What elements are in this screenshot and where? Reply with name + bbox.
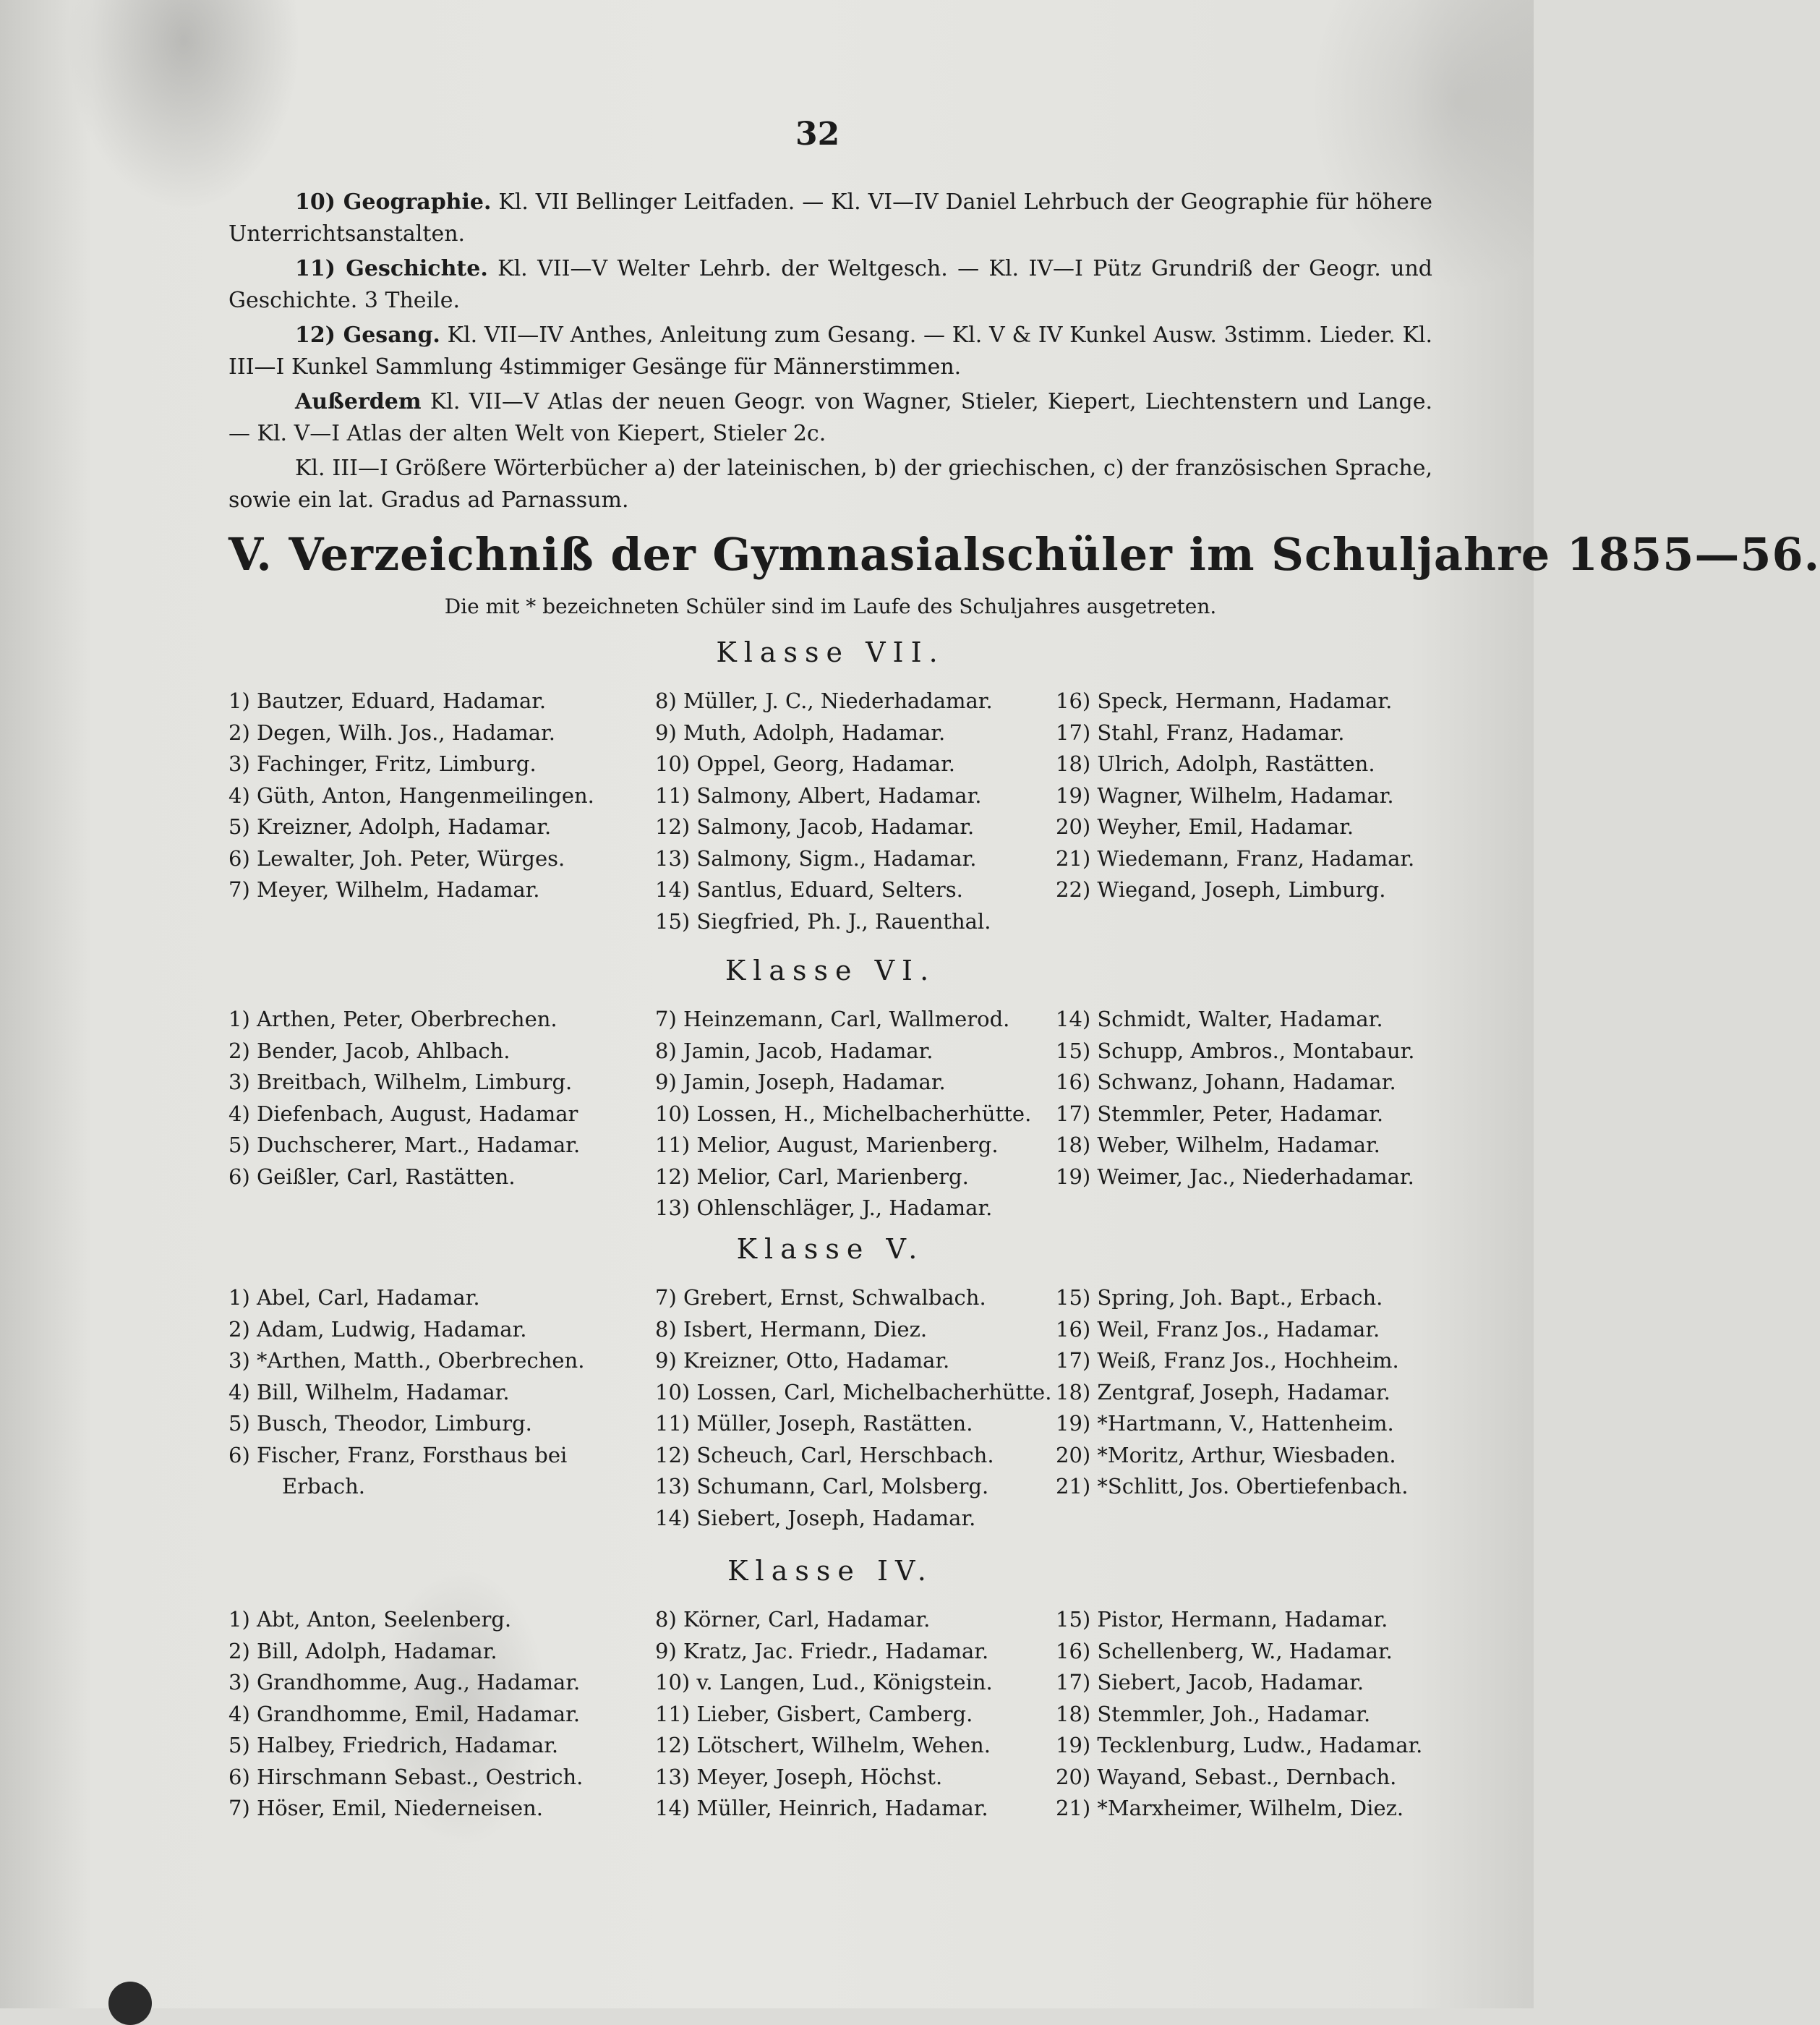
student-entry: 15) Schupp, Ambros., Montabaur. [1056,1038,1415,1063]
subject-text: Kl. VII—V Atlas der neuen Geogr. von Wagner, Stieler, Kiepert, Liechtenstern und Lange. — Kl. V—I Atlas der alten Welt von Kiepert, Stieler 2c. [228,389,1432,446]
student-entry: 12) Scheuch, Carl, Herschbach. [655,1442,994,1467]
student-entry: 7) Meyer, Wilhelm, Hadamar. [228,877,540,902]
student-entry: 19) Wagner, Wilhelm, Hadamar. [1056,783,1394,808]
student-entry: 9) Kreizner, Otto, Hadamar. [655,1348,950,1373]
student-entry: 16) Speck, Hermann, Hadamar. [1056,688,1393,713]
student-column [228,1282,584,1503]
student-entry: 13) Schumann, Carl, Molsberg. [655,1474,989,1498]
student-entry: 12) Lötschert, Wilhelm, Wehen. [655,1733,991,1757]
student-entry: 17) Weiß, Franz Jos., Hochheim. [1056,1348,1399,1373]
student-entry: 10) v. Langen, Lud., Königstein. [655,1670,993,1694]
subject-text: Kl. VII Bellinger Leitfaden. — Kl. VI—IV Daniel Lehrbuch der Geographie für höhere Unterrichtsanstalten. [228,189,1432,247]
student-entry: 2) Degen, Wilh. Jos., Hadamar. [228,720,555,745]
student-entry: 13) Ohlenschläger, J., Hadamar. [655,1195,993,1220]
student-entry: 8) Müller, J. C., Niederhadamar. [655,688,993,713]
student-entry: Erbach. [282,1474,366,1498]
student-entry: 14) Santlus, Eduard, Selters. [655,877,963,902]
student-entry: 6) Geißler, Carl, Rastätten. [228,1164,516,1189]
student-column [1056,1604,1422,1825]
student-entry: 3) Fachinger, Fritz, Limburg. [228,751,537,776]
student-entry: 6) Fischer, Franz, Forsthaus bei [228,1442,568,1467]
student-entry: 20) Wayand, Sebast., Dernbach. [1056,1764,1397,1789]
student-entry: 2) Bill, Adolph, Hadamar. [228,1638,497,1663]
student-entry: 19) *Hartmann, V., Hattenheim. [1056,1411,1394,1436]
student-entry: 5) Busch, Theodor, Limburg. [228,1411,532,1436]
student-entry: 17) Siebert, Jacob, Hadamar. [1056,1670,1364,1694]
student-entry: 10) Oppel, Georg, Hadamar. [655,751,955,776]
subject-additional [228,386,1432,450]
student-entry: 21) *Marxheimer, Wilhelm, Diez. [1056,1796,1404,1820]
subject-text: Kl. VII—IV Anthes, Anleitung zum Gesang. — Kl. V & IV Kunkel Ausw. 3stimm. Lieder. Kl. III—I Kunkel Sammlung 4stimmiger Gesänge für Männerstimmen. [228,323,1433,380]
student-column [655,686,993,937]
student-entry: 4) Diefenbach, August, Hadamar [228,1101,578,1126]
student-entry: 17) Stemmler, Peter, Hadamar. [1056,1101,1384,1126]
student-entry: 5) Duchscherer, Mart., Hadamar. [228,1133,581,1157]
subject-text: Kl. VII—V Welter Lehrb. der Weltgesch. — Kl. IV—I Pütz Grundriß der Geogr. und Geschichte. 3 Theile. [228,256,1432,313]
subject-geography [228,187,1432,250]
subject-heading: Außerdem [295,389,422,414]
student-entry: 2) Bender, Jacob, Ahlbach. [228,1038,510,1063]
student-entry: 17) Stahl, Franz, Hadamar. [1056,720,1345,745]
student-entry: 16) Weil, Franz Jos., Hadamar. [1056,1316,1380,1342]
student-entry: 13) Salmony, Sigm., Hadamar. [655,845,977,871]
student-entry: 1) Abt, Anton, Seelenberg. [228,1607,512,1632]
student-entry: 20) Weyher, Emil, Hadamar. [1056,814,1354,839]
student-entry: 1) Abel, Carl, Hadamar. [228,1285,480,1310]
student-entry: 3) *Arthen, Matth., Oberbrechen. [228,1348,585,1373]
student-entry: 5) Halbey, Friedrich, Hadamar. [228,1733,559,1757]
student-entry: 9) Kratz, Jac. Friedr., Hadamar. [655,1638,989,1663]
class-heading: Klasse VI. [725,955,936,986]
subject-heading: 12) Gesang. [295,323,440,348]
subject-history [228,253,1432,317]
subject-singing [228,320,1432,383]
student-entry: 15) Pistor, Hermann, Hadamar. [1056,1607,1388,1632]
student-entry: 8) Jamin, Jacob, Hadamar. [655,1038,934,1063]
student-column [655,1282,1051,1534]
student-column [655,1004,1031,1224]
subject-dictionaries [228,453,1432,516]
student-entry: 2) Adam, Ludwig, Hadamar. [228,1316,527,1342]
student-entry: 7) Heinzemann, Carl, Wallmerod. [655,1007,1010,1031]
student-entry: 21) Wiedemann, Franz, Hadamar. [1056,845,1415,871]
student-entry: 6) Lewalter, Joh. Peter, Würges. [228,845,565,871]
student-entry: 18) Zentgraf, Joseph, Hadamar. [1056,1379,1390,1404]
student-entry: 22) Wiegand, Joseph, Limburg. [1056,877,1386,902]
ink-blot [108,1982,152,2025]
student-entry: 5) Kreizner, Adolph, Hadamar. [228,814,552,839]
student-entry: 19) Weimer, Jac., Niederhadamar. [1056,1164,1414,1189]
student-entry: 4) Grandhomme, Emil, Hadamar. [228,1701,581,1726]
student-entry: 20) *Moritz, Arthur, Wiesbaden. [1056,1442,1396,1467]
student-entry: 18) Stemmler, Joh., Hadamar. [1056,1701,1371,1726]
student-entry: 1) Bautzer, Eduard, Hadamar. [228,688,547,713]
student-column [1056,686,1414,906]
student-entry: 14) Schmidt, Walter, Hadamar. [1056,1007,1383,1031]
student-entry: 11) Lieber, Gisbert, Camberg. [655,1701,973,1726]
student-entry: 14) Siebert, Joseph, Hadamar. [655,1505,976,1530]
textbook-list [228,187,1432,519]
section-note: Die mit * bezeichneten Schüler sind im Laufe des Schuljahres ausgetreten. [444,594,1217,618]
student-entry: 9) Muth, Adolph, Hadamar. [655,720,946,745]
page-number: 32 [795,116,840,153]
student-entry: 4) Güth, Anton, Hangenmeilingen. [228,783,594,808]
student-entry: 7) Höser, Emil, Niederneisen. [228,1796,543,1820]
student-column [228,686,594,906]
student-entry: 1) Arthen, Peter, Oberbrechen. [228,1007,557,1031]
student-column [1056,1282,1408,1503]
subject-text: Kl. III—I Größere Wörterbücher a) der lateinischen, b) der griechischen, c) der französischen Sprache, sowie ein lat. Gradus ad Parnassum. [228,456,1432,513]
student-entry: 11) Müller, Joseph, Rastätten. [655,1411,973,1436]
student-entry: 9) Jamin, Joseph, Hadamar. [655,1070,946,1094]
class-heading: Klasse V. [736,1233,925,1265]
subject-heading: 10) Geographie. [295,189,492,215]
student-entry: 3) Grandhomme, Aug., Hadamar. [228,1670,581,1694]
student-entry: 7) Grebert, Ernst, Schwalbach. [655,1285,986,1310]
student-entry: 12) Salmony, Jacob, Hadamar. [655,814,975,839]
student-entry: 18) Ulrich, Adolph, Rastätten. [1056,751,1375,776]
student-entry: 12) Melior, Carl, Marienberg. [655,1164,969,1189]
student-entry: 4) Bill, Wilhelm, Hadamar. [228,1379,510,1404]
student-entry: 11) Salmony, Albert, Hadamar. [655,783,982,808]
section-title: V. Verzeichniß der Gymnasialschüler im Schuljahre 1855—56. [228,528,1820,581]
student-entry: 10) Lossen, Carl, Michelbacherhütte. [655,1379,1052,1404]
class-heading: Klasse VII. [716,636,945,668]
student-entry: 18) Weber, Wilhelm, Hadamar. [1056,1133,1380,1157]
student-entry: 16) Schwanz, Johann, Hadamar. [1056,1070,1396,1094]
student-entry: 8) Isbert, Hermann, Diez. [655,1316,928,1342]
student-column [655,1604,993,1825]
student-entry: 15) Siegfried, Ph. J., Rauenthal. [655,908,991,934]
subject-heading: 11) Geschichte. [295,256,488,281]
student-entry: 11) Melior, August, Marienberg. [655,1133,999,1157]
student-entry: 21) *Schlitt, Jos. Obertiefenbach. [1056,1474,1409,1498]
student-column [1056,1004,1415,1193]
student-entry: 8) Körner, Carl, Hadamar. [655,1607,931,1632]
student-column [228,1604,583,1825]
student-entry: 15) Spring, Joh. Bapt., Erbach. [1056,1285,1383,1310]
student-entry: 19) Tecklenburg, Ludw., Hadamar. [1056,1733,1423,1757]
student-entry: 6) Hirschmann Sebast., Oestrich. [228,1764,584,1789]
student-entry: 14) Müller, Heinrich, Hadamar. [655,1796,988,1820]
student-entry: 3) Breitbach, Wilhelm, Limburg. [228,1070,573,1094]
student-entry: 16) Schellenberg, W., Hadamar. [1056,1638,1393,1663]
student-entry: 13) Meyer, Joseph, Höchst. [655,1764,943,1789]
student-entry: 10) Lossen, H., Michelbacherhütte. [655,1101,1032,1126]
student-column [228,1004,580,1193]
class-heading: Klasse IV. [727,1555,934,1587]
